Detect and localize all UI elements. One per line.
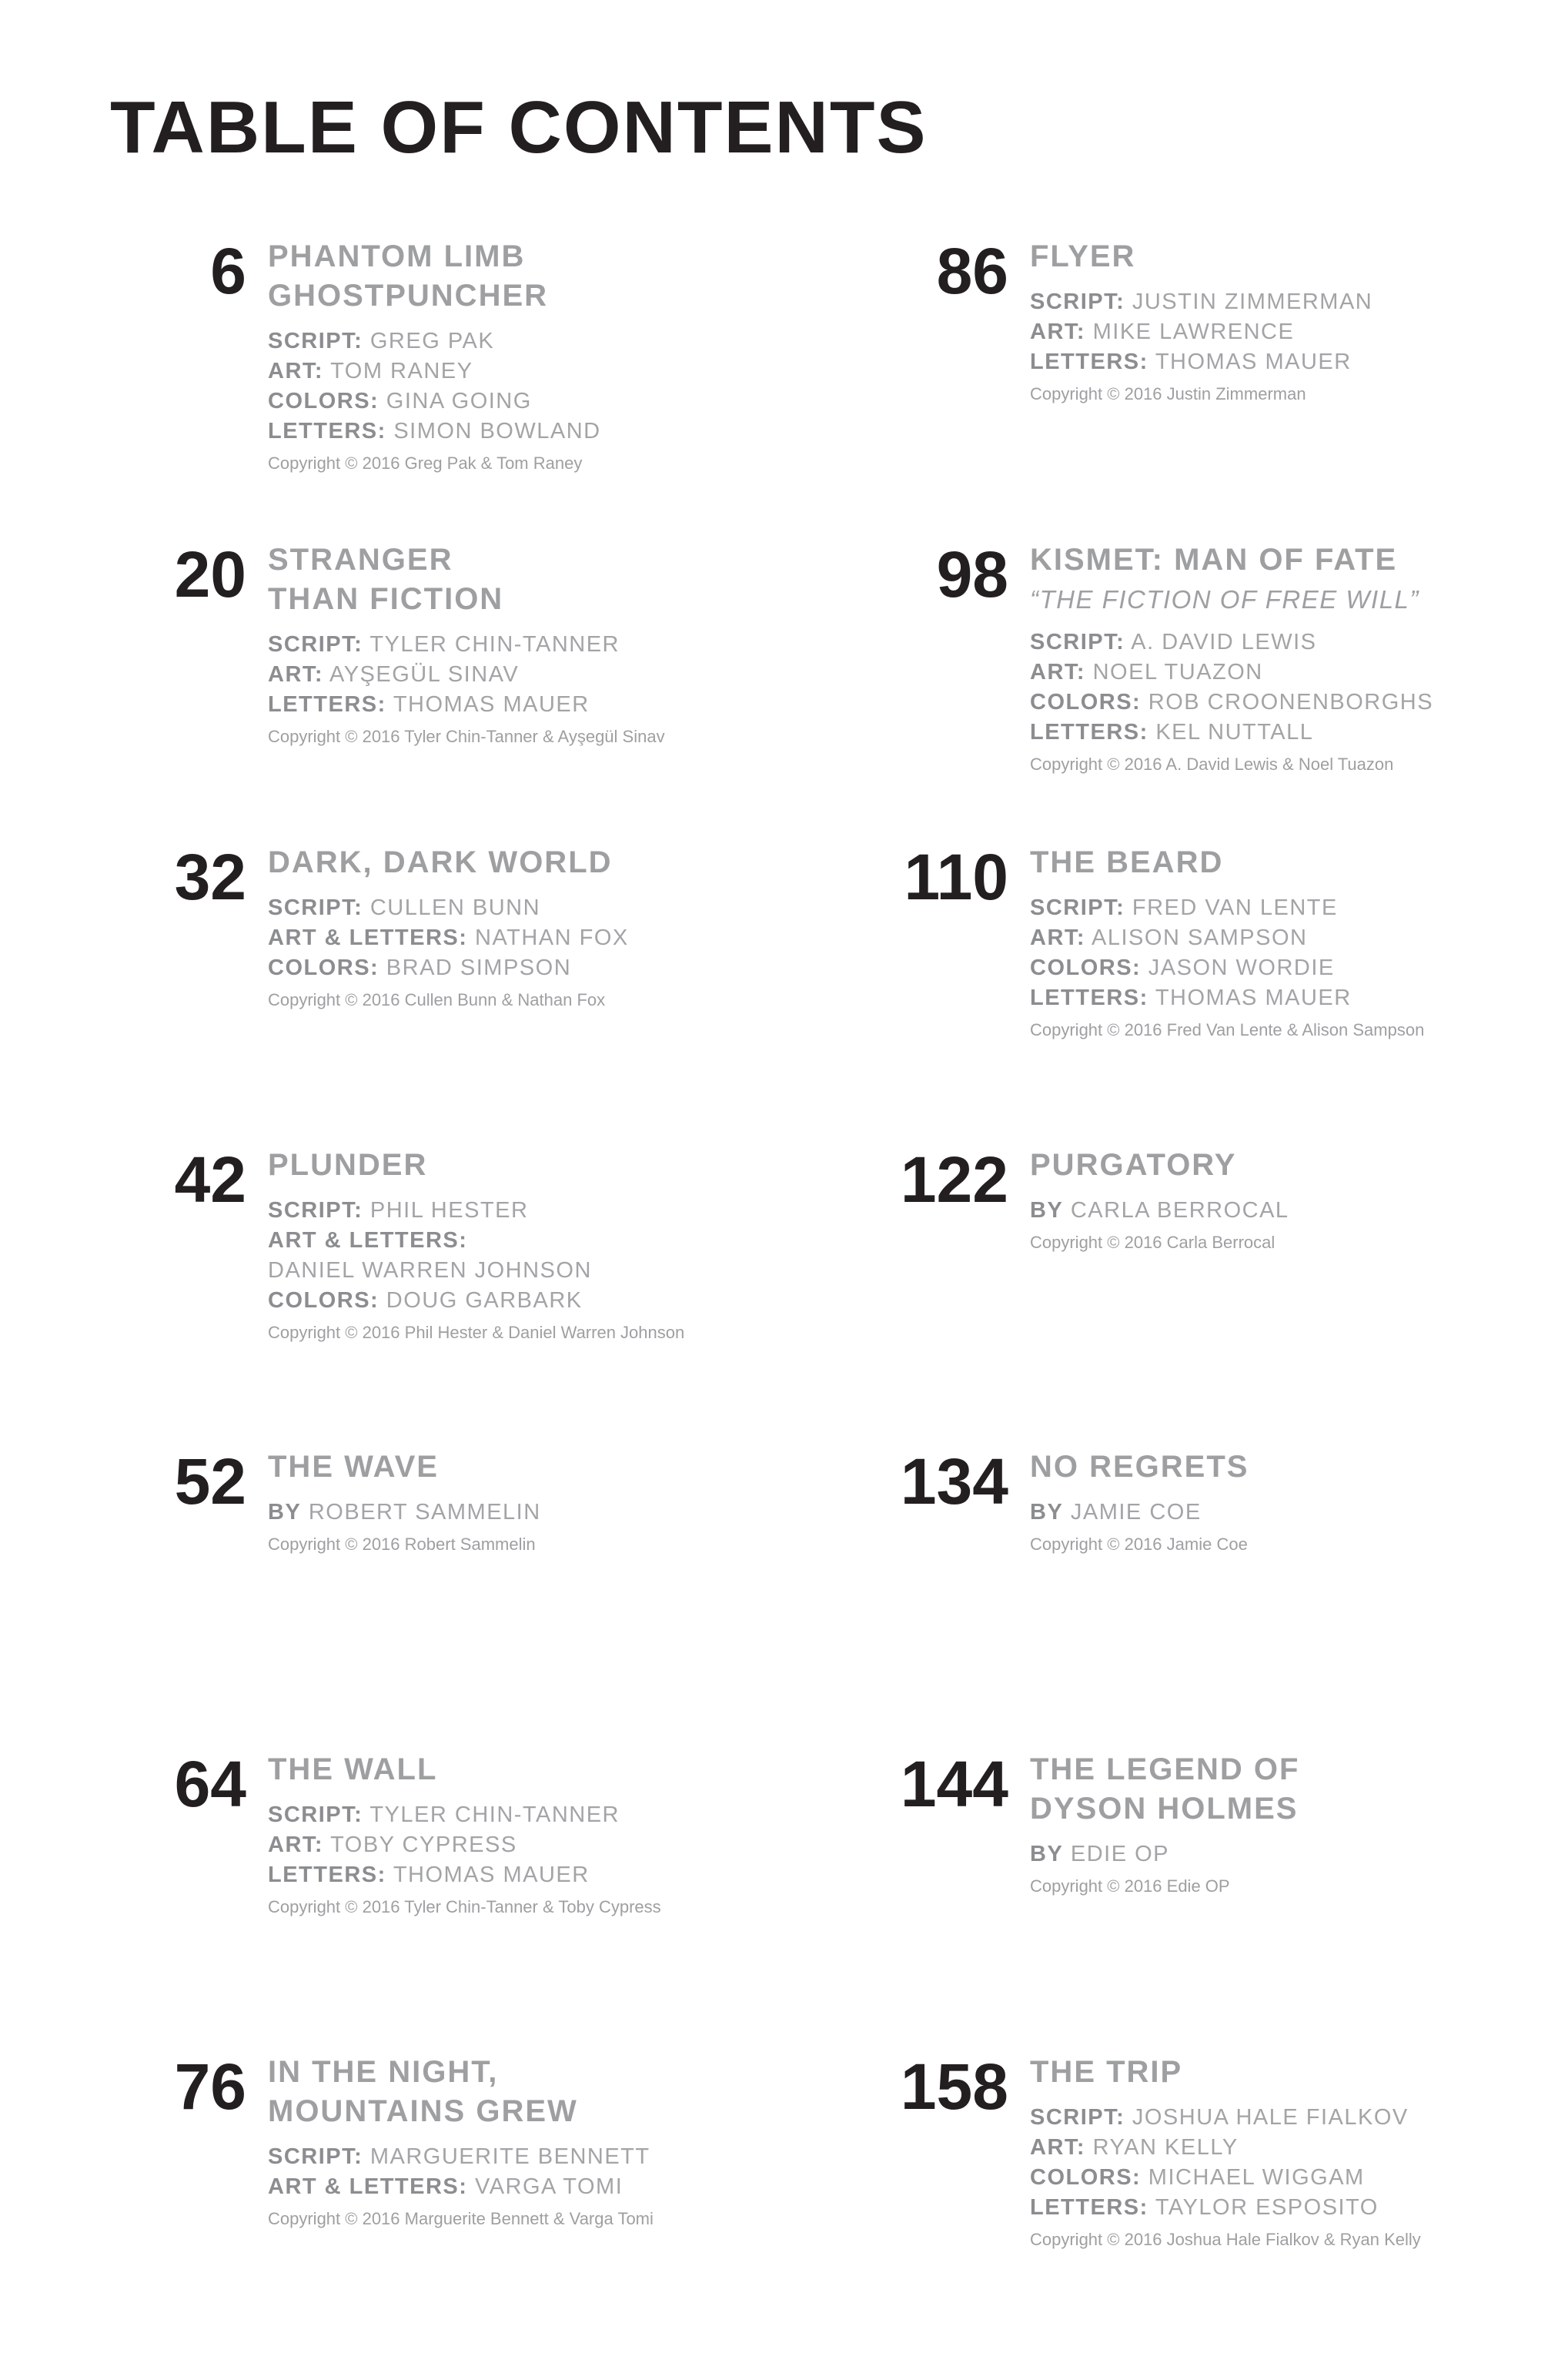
credit-line	[268, 2172, 807, 2202]
credit-name: TOM RANEY	[330, 359, 473, 383]
story-title-line: THE BEARD	[1030, 845, 1224, 879]
credit-name: DANIEL WARREN JOHNSON	[268, 1258, 592, 1283]
credits-list	[268, 1196, 807, 1316]
credit-name: TAYLOR ESPOSITO	[1155, 2195, 1379, 2220]
credit-name: THOMAS MAUER	[1155, 350, 1352, 374]
credit-name: FRED VAN LENTE	[1132, 895, 1338, 920]
credit-name: DOUG GARBARK	[386, 1288, 583, 1313]
credit-role: SCRIPT:	[268, 895, 363, 920]
story-title-line: THE TRIP	[1030, 2055, 1183, 2089]
credit-role: COLORS:	[268, 1288, 379, 1313]
credit-line	[1030, 893, 1568, 923]
story-title	[268, 541, 807, 619]
credit-role: BY	[1030, 1500, 1064, 1525]
credit-name: TYLER CHIN-TANNER	[369, 632, 620, 657]
story-title	[268, 237, 807, 316]
credit-line	[1030, 2163, 1568, 2193]
credit-role: LETTERS:	[268, 692, 386, 717]
copyright-notice: Copyright © 2016 Greg Pak & Tom Raney	[268, 454, 583, 473]
credit-name: NOEL TUAZON	[1092, 660, 1263, 684]
story-title-line: FLYER	[1030, 239, 1136, 273]
credits-list	[1030, 1839, 1568, 1869]
credits-list	[268, 630, 807, 720]
credit-name: VARGA TOMI	[475, 2174, 624, 2199]
credit-line	[1030, 1839, 1568, 1869]
credit-line	[268, 1830, 807, 1860]
credit-line	[268, 326, 807, 356]
credits-list	[1030, 2103, 1568, 2223]
entry-body	[1030, 845, 1568, 1043]
credit-role: BY	[268, 1500, 302, 1525]
copyright-notice: Copyright © 2016 Jamie Coe	[1030, 1535, 1248, 1554]
credit-line	[268, 1860, 807, 1890]
credit-role: ART:	[268, 662, 324, 687]
copyright-notice: Copyright © 2016 Tyler Chin-Tanner & Ayşegül Sinav	[268, 727, 665, 746]
credit-role: SCRIPT:	[1030, 895, 1125, 920]
credit-role: ART & LETTERS:	[268, 2174, 468, 2199]
credit-name: ROB CROONENBORGHS	[1148, 690, 1434, 715]
story-title	[1030, 843, 1568, 882]
story-title-line: NO REGRETS	[1030, 1450, 1249, 1484]
credit-line	[1030, 2103, 1568, 2133]
credit-line	[1030, 923, 1568, 953]
credit-line	[1030, 688, 1568, 718]
credit-name: KEL NUTTALL	[1155, 720, 1314, 745]
copyright-notice: Copyright © 2016 Justin Zimmerman	[1030, 384, 1306, 403]
copyright-notice: Copyright © 2016 Fred Van Lente & Alison Sampson	[1030, 1020, 1425, 1039]
page-number: 52	[174, 1445, 246, 1518]
copyright-notice: Copyright © 2016 Carla Berrocal	[1030, 1233, 1275, 1252]
credit-name: SIMON BOWLAND	[393, 419, 601, 443]
credit-role: LETTERS:	[268, 1863, 386, 1887]
credit-role: SCRIPT:	[268, 1198, 363, 1223]
credit-role: BY	[1030, 1198, 1064, 1223]
copyright-notice: Copyright © 2016 Edie OP	[1030, 1876, 1230, 1896]
credit-role: SCRIPT:	[1030, 630, 1125, 654]
story-title-line: PURGATORY	[1030, 1148, 1237, 1182]
entry-body	[1030, 1147, 1568, 1255]
credit-line	[268, 1800, 807, 1830]
credit-name: CARLA BERROCAL	[1070, 1198, 1289, 1223]
credit-role: ART:	[1030, 660, 1086, 684]
page-title: TABLE OF CONTENTS	[110, 86, 928, 169]
credit-name: PHIL HESTER	[369, 1198, 529, 1223]
page-number: 6	[210, 235, 246, 307]
credit-name: THOMAS MAUER	[393, 692, 590, 717]
page-number: 42	[174, 1143, 246, 1216]
credit-name: NATHAN FOX	[475, 925, 629, 950]
copyright-notice: Copyright © 2016 Joshua Hale Fialkov & Ryan Kelly	[1030, 2230, 1421, 2249]
page-number: 98	[936, 538, 1008, 611]
story-title	[268, 2053, 807, 2131]
story-title-line: MOUNTAINS GREW	[268, 2094, 578, 2128]
credit-line	[1030, 287, 1568, 317]
entry-body	[268, 1147, 807, 1345]
credit-role: ART:	[1030, 2135, 1086, 2160]
page-number: 64	[174, 1748, 246, 1820]
page-number: 110	[904, 841, 1008, 913]
story-title-line: THAN FICTION	[268, 582, 504, 616]
credit-name: ALISON SAMPSON	[1092, 925, 1308, 950]
credits-list	[268, 326, 807, 447]
entry-body	[268, 1449, 807, 1557]
credit-role: ART:	[1030, 925, 1086, 950]
credit-role: ART & LETTERS:	[268, 925, 468, 950]
credit-line	[268, 1286, 807, 1316]
credit-line	[268, 690, 807, 720]
credit-role: SCRIPT:	[268, 2144, 363, 2169]
credit-line	[268, 387, 807, 417]
credits-list	[1030, 628, 1568, 748]
story-title-line: PHANTOM LIMB	[268, 239, 526, 273]
credit-line	[268, 1498, 807, 1528]
credit-line	[268, 356, 807, 387]
credit-line	[268, 1196, 807, 1226]
credit-name: A. DAVID LEWIS	[1131, 630, 1317, 654]
story-title-line: KISMET: MAN OF FATE	[1030, 543, 1398, 577]
credit-role: ART:	[1030, 320, 1086, 344]
credit-name: JASON WORDIE	[1148, 956, 1335, 980]
credit-role: COLORS:	[268, 389, 379, 413]
entry-body	[268, 2054, 807, 2231]
story-title	[1030, 1448, 1568, 1487]
credit-line	[268, 953, 807, 983]
credit-name: THOMAS MAUER	[1155, 986, 1352, 1010]
story-title	[268, 1448, 807, 1487]
credit-name: JUSTIN ZIMMERMAN	[1132, 290, 1373, 314]
entry-body	[1030, 239, 1568, 407]
story-title-line: DYSON HOLMES	[1030, 1792, 1299, 1826]
story-title	[1030, 541, 1568, 580]
page-number: 134	[900, 1445, 1008, 1518]
story-title	[1030, 237, 1568, 276]
credit-line	[1030, 953, 1568, 983]
story-title-line: IN THE NIGHT,	[268, 2055, 499, 2089]
credit-name: EDIE OP	[1070, 1842, 1170, 1866]
story-title	[268, 1750, 807, 1789]
story-title	[268, 843, 807, 882]
credit-line	[268, 660, 807, 690]
credit-name: TOBY CYPRESS	[330, 1833, 517, 1857]
credit-name: RYAN KELLY	[1092, 2135, 1239, 2160]
page-number: 86	[936, 235, 1008, 307]
credits-list	[1030, 893, 1568, 1013]
credit-role: BY	[1030, 1842, 1064, 1866]
credit-line	[268, 1226, 807, 1256]
entry-body	[1030, 1449, 1568, 1557]
credit-name: JAMIE COE	[1070, 1500, 1202, 1525]
credit-name: MICHAEL WIGGAM	[1148, 2165, 1365, 2190]
entry-body	[268, 1752, 807, 1920]
copyright-notice: Copyright © 2016 Tyler Chin-Tanner & Toby Cypress	[268, 1897, 661, 1916]
page-number: 158	[900, 2050, 1008, 2123]
credits-list	[1030, 1196, 1568, 1226]
story-title-line: THE WAVE	[268, 1450, 439, 1484]
credits-list	[268, 2142, 807, 2202]
credit-role: SCRIPT:	[268, 329, 363, 353]
credit-line	[268, 923, 807, 953]
credit-line	[268, 893, 807, 923]
credits-list	[268, 1498, 807, 1528]
story-title-line: GHOSTPUNCHER	[268, 279, 549, 313]
page-number: 20	[174, 538, 246, 611]
copyright-notice: Copyright © 2016 Phil Hester & Daniel Warren Johnson	[268, 1323, 685, 1342]
page-number: 144	[900, 1748, 1008, 1820]
credit-role: ART & LETTERS:	[268, 1228, 468, 1253]
page-number: 122	[900, 1143, 1008, 1216]
credit-role: SCRIPT:	[268, 1802, 363, 1827]
copyright-notice: Copyright © 2016 Cullen Bunn & Nathan Fox	[268, 990, 606, 1009]
credit-line	[1030, 658, 1568, 688]
story-title-line: THE LEGEND OF	[1030, 1752, 1300, 1786]
page-number: 32	[174, 841, 246, 913]
credit-role: LETTERS:	[1030, 986, 1148, 1010]
credits-list	[268, 893, 807, 983]
entry-body	[1030, 1752, 1568, 1899]
credit-line	[268, 417, 807, 447]
credit-line	[1030, 2193, 1568, 2223]
story-title-line: THE WALL	[268, 1752, 438, 1786]
credit-role: COLORS:	[1030, 690, 1142, 715]
entry-body	[268, 845, 807, 1012]
copyright-notice: Copyright © 2016 Robert Sammelin	[268, 1535, 536, 1554]
credit-name: TYLER CHIN-TANNER	[369, 1802, 620, 1827]
credit-name: JOSHUA HALE FIALKOV	[1132, 2105, 1409, 2130]
credit-name: MIKE LAWRENCE	[1092, 320, 1295, 344]
credit-name: BRAD SIMPSON	[386, 956, 572, 980]
credits-list	[1030, 1498, 1568, 1528]
credit-name: GINA GOING	[386, 389, 532, 413]
credit-role: SCRIPT:	[1030, 2105, 1125, 2130]
credit-line	[1030, 347, 1568, 377]
credit-line	[268, 630, 807, 660]
credit-line	[1030, 1498, 1568, 1528]
entry-body	[1030, 542, 1568, 777]
story-title-line: STRANGER	[268, 543, 453, 577]
credit-name: GREG PAK	[369, 329, 495, 353]
credit-role: LETTERS:	[1030, 2195, 1148, 2220]
story-subtitle: “THE FICTION OF FREE WILL”	[1030, 585, 1419, 614]
story-title	[268, 1146, 807, 1185]
credit-role: LETTERS:	[1030, 720, 1148, 745]
page-number: 76	[174, 2050, 246, 2123]
credit-line	[268, 1256, 807, 1286]
story-title	[1030, 1146, 1568, 1185]
credits-list	[1030, 287, 1568, 377]
credit-name: AYŞEGÜL SINAV	[329, 662, 520, 687]
credit-role: COLORS:	[268, 956, 379, 980]
credit-role: COLORS:	[1030, 2165, 1142, 2190]
copyright-notice: Copyright © 2016 Marguerite Bennett & Varga Tomi	[268, 2209, 654, 2228]
credit-role: SCRIPT:	[1030, 290, 1125, 314]
credit-line	[268, 2142, 807, 2172]
credit-line	[1030, 2133, 1568, 2163]
story-title	[1030, 2053, 1568, 2092]
credit-line	[1030, 1196, 1568, 1226]
credits-list	[268, 1800, 807, 1890]
credit-role: LETTERS:	[1030, 350, 1148, 374]
story-title	[1030, 1750, 1568, 1829]
credit-line	[1030, 628, 1568, 658]
story-title-line: DARK, DARK WORLD	[268, 845, 613, 879]
credit-line	[1030, 983, 1568, 1013]
credit-role: COLORS:	[1030, 956, 1142, 980]
entry-body	[1030, 2054, 1568, 2252]
credit-role: ART:	[268, 359, 324, 383]
credit-name: CULLEN BUNN	[369, 895, 541, 920]
copyright-notice: Copyright © 2016 A. David Lewis & Noel Tuazon	[1030, 755, 1394, 774]
story-title-line: PLUNDER	[268, 1148, 428, 1182]
entry-body	[268, 239, 807, 476]
credit-name: MARGUERITE BENNETT	[369, 2144, 650, 2169]
credit-role: ART:	[268, 1833, 324, 1857]
credit-role: SCRIPT:	[268, 632, 363, 657]
credit-line	[1030, 317, 1568, 347]
credit-role: LETTERS:	[268, 419, 386, 443]
credit-name: ROBERT SAMMELIN	[308, 1500, 541, 1525]
credit-line	[1030, 718, 1568, 748]
credit-name: THOMAS MAUER	[393, 1863, 590, 1887]
entry-body	[268, 542, 807, 749]
